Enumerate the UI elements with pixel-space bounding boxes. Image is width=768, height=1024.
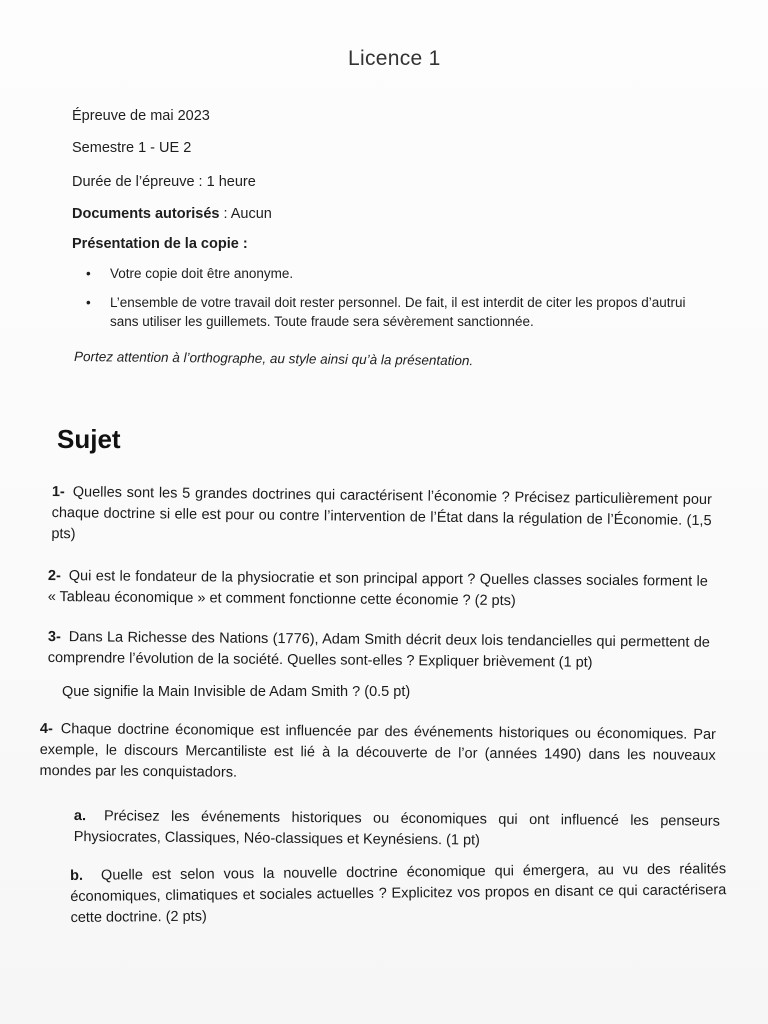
rule-item: • L’ensemble de votre travail doit rester personnel. De fait, il est interdit de citer les propos d’autrui sans utiliser les guillemets. Toute fraude sera sévèrement sanctionnée. <box>84 293 714 331</box>
presentation-note: Portez attention à l’orthographe, au style ainsi qu’à la présentation. <box>73 349 474 369</box>
documents-value: : Aucun <box>219 206 272 222</box>
question-4b <box>70 859 727 929</box>
question-text: Qui est le fondateur de la physiocratie et son principal apport ? Quelles classes sociales forment le « Tableau économique » et comment fonctionne cette économie ? (2 pts) <box>47 568 708 610</box>
question-4 <box>39 719 716 788</box>
presentation-rules <box>84 264 714 341</box>
question-number: 4- <box>39 720 53 738</box>
question-4a <box>74 806 720 854</box>
question-number: 3- <box>47 628 61 646</box>
section-heading-sujet: Sujet <box>57 424 121 454</box>
rule-item: • Votre copie doit être anonyme. <box>84 264 714 283</box>
documents-label: Documents autorisés <box>72 206 220 222</box>
document-title: Licence 1 <box>348 47 441 70</box>
question-number: 1- <box>51 483 65 501</box>
question-2 <box>48 566 708 614</box>
semester-info: Semestre 1 - UE 2 <box>72 140 192 156</box>
question-number: 2- <box>47 567 61 585</box>
exam-duration: Durée de l’épreuve : 1 heure <box>72 174 256 190</box>
documents-allowed <box>72 206 272 222</box>
question-text: Quelle est selon vous la nouvelle doctrine économique qui émergera, au vu des réalités économiques, climatiques et sociales actuelles ? Explicitez vos propos en disant ce qui caractérisera cette doctrine. (2 pts) <box>70 861 727 926</box>
presentation-label: Présentation de la copie : <box>72 236 248 252</box>
question-text: Quelles sont les 5 grandes doctrines qui caractérisent l’économie ? Précisez particulièrement pour chaque doctrine si elle est pour ou contre l’intervention de l’État dans la régulation de l’Économie. (1,5 pts) <box>51 484 712 543</box>
question-text: Chaque doctrine économique est influencée par des événements historiques ou économiques. Par exemple, le discours Mercantiliste est lié à la découverte de l’or (années 1490) dans les nouveaux mondes par les conquistadors. <box>39 721 716 781</box>
question-text: Dans La Richesse des Nations (1776), Adam Smith décrit deux lois tendancielles qui permettent de comprendre l’évolution de la société. Quelles sont-elles ? Expliquer brièvement (1 pt) <box>47 629 710 671</box>
question-text: Précisez les événements historiques ou économiques qui ont influencé les penseurs Physiocrates, Classiques, Néo-classiques et Keynésiens. (1 pt) <box>73 808 720 849</box>
exam-date: Épreuve de mai 2023 <box>72 108 210 124</box>
question-1 <box>51 482 712 553</box>
question-3-extra: Que signifie la Main Invisible de Adam Smith ? (0.5 pt) <box>62 684 411 700</box>
subquestion-label: b. <box>70 867 84 884</box>
question-3 <box>48 627 710 675</box>
subquestion-label: a. <box>73 807 87 825</box>
